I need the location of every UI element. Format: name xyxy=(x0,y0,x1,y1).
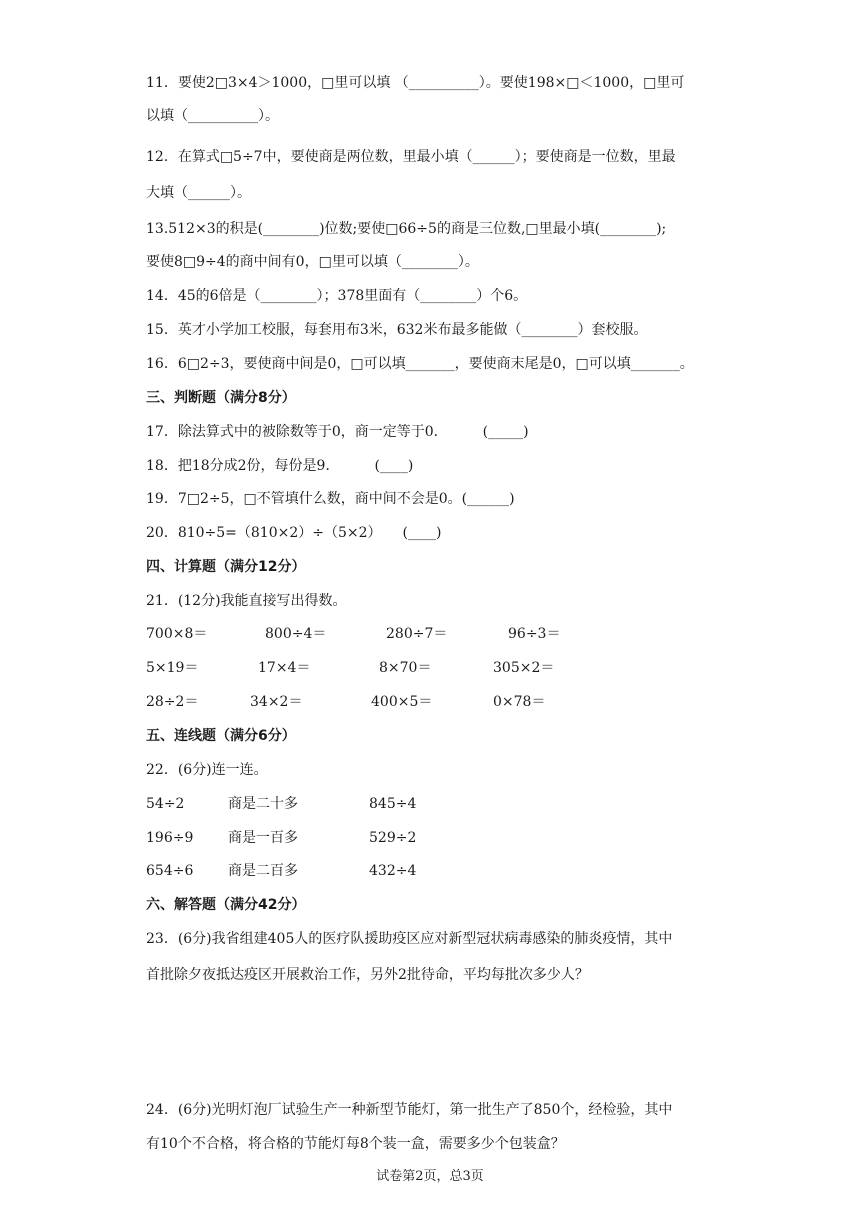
match-right: 529÷2 xyxy=(369,830,417,846)
question-12-line-1: 12．在算式□5÷7中，要使商是两位数，里最小填（______）；要使商是一位数，里最 xyxy=(146,149,676,165)
section-heading-matching: 五、连线题（满分6分） xyxy=(146,728,296,744)
question-13-line-2: 要使8□9÷4的商中间有0，□里可以填（________）。 xyxy=(146,254,479,270)
match-left: 196÷9 xyxy=(146,830,194,846)
question-20: 20．810÷5=（810×2）÷（5×2） (____) xyxy=(146,525,442,541)
match-right: 432÷4 xyxy=(369,863,417,879)
question-23-line-2: 首批除夕夜抵达疫区开展救治工作，另外2批待命，平均每批次多少人？ xyxy=(146,967,589,983)
question-17: 17．除法算式中的被除数等于0，商一定等于0． (_____) xyxy=(146,424,529,440)
question-24-line-1: 24．(6分)光明灯泡厂试验生产一种新型节能灯，第一批生产了850个，经检验，其中 xyxy=(146,1102,673,1118)
question-24-line-2: 有10个不合格，将合格的节能灯每8个装一盒，需要多少个包装盒？ xyxy=(146,1136,565,1152)
question-11-line-2: 以填（__________）。 xyxy=(146,108,279,124)
question-13-line-1: 13.512×3的积是(________)位数;要使□66÷5的商是三位数,□里最小填(________); xyxy=(146,221,667,237)
calc-item: 0×78＝ xyxy=(493,694,546,710)
match-middle: 商是二十多 xyxy=(228,796,298,812)
question-19: 19．7□2÷5，□不管填什么数，商中间不会是0。(______) xyxy=(146,491,515,507)
calc-item: 700×8＝ xyxy=(146,626,208,642)
calc-item: 280÷7＝ xyxy=(386,626,448,642)
question-23-line-1: 23．(6分)我省组建405人的医疗队援助疫区应对新型冠状病毒感染的肺炎疫情，其中 xyxy=(146,931,673,947)
page-footer: 试卷第2页，总3页 xyxy=(376,1169,484,1184)
match-right: 845÷4 xyxy=(369,796,417,812)
section-heading-judgement: 三、判断题（满分8分） xyxy=(146,390,296,406)
question-11-line-1: 11．要使2□3×4＞1000，□里可以填 （__________）。要使198×□＜1000，□里可 xyxy=(146,75,685,91)
calc-item: 800÷4＝ xyxy=(265,626,327,642)
match-left: 654÷6 xyxy=(146,863,194,879)
calc-item: 305×2＝ xyxy=(493,660,555,676)
calc-item: 5×19＝ xyxy=(146,660,199,676)
question-15: 15．英才小学加工校服，每套用布3米，632米布最多能做（________）套校服。 xyxy=(146,322,648,338)
calc-item: 96÷3＝ xyxy=(508,626,561,642)
section-heading-word-problems: 六、解答题（满分42分） xyxy=(146,897,306,913)
question-14: 14．45的6倍是（________）；378里面有（________）个6。 xyxy=(146,288,528,304)
calc-item: 17×4＝ xyxy=(258,660,311,676)
section-heading-calculation: 四、计算题（满分12分） xyxy=(146,559,306,575)
question-16: 16．6□2÷3，要使商中间是0，□可以填_______，要使商末尾是0，□可以填_______。 xyxy=(146,356,694,372)
calc-item: 34×2＝ xyxy=(250,694,303,710)
calc-item: 400×5＝ xyxy=(371,694,433,710)
match-middle: 商是二百多 xyxy=(228,863,298,879)
match-left: 54÷2 xyxy=(146,796,185,812)
question-18: 18．把18分成2份，每份是9． (____) xyxy=(146,458,414,474)
calc-item: 28÷2＝ xyxy=(146,694,199,710)
question-22: 22．(6分)连一连。 xyxy=(146,762,268,778)
question-21: 21．(12分)我能直接写出得数。 xyxy=(146,593,347,609)
match-middle: 商是一百多 xyxy=(228,830,298,846)
question-12-line-2: 大填（______）。 xyxy=(146,185,251,201)
calc-item: 8×70＝ xyxy=(379,660,432,676)
